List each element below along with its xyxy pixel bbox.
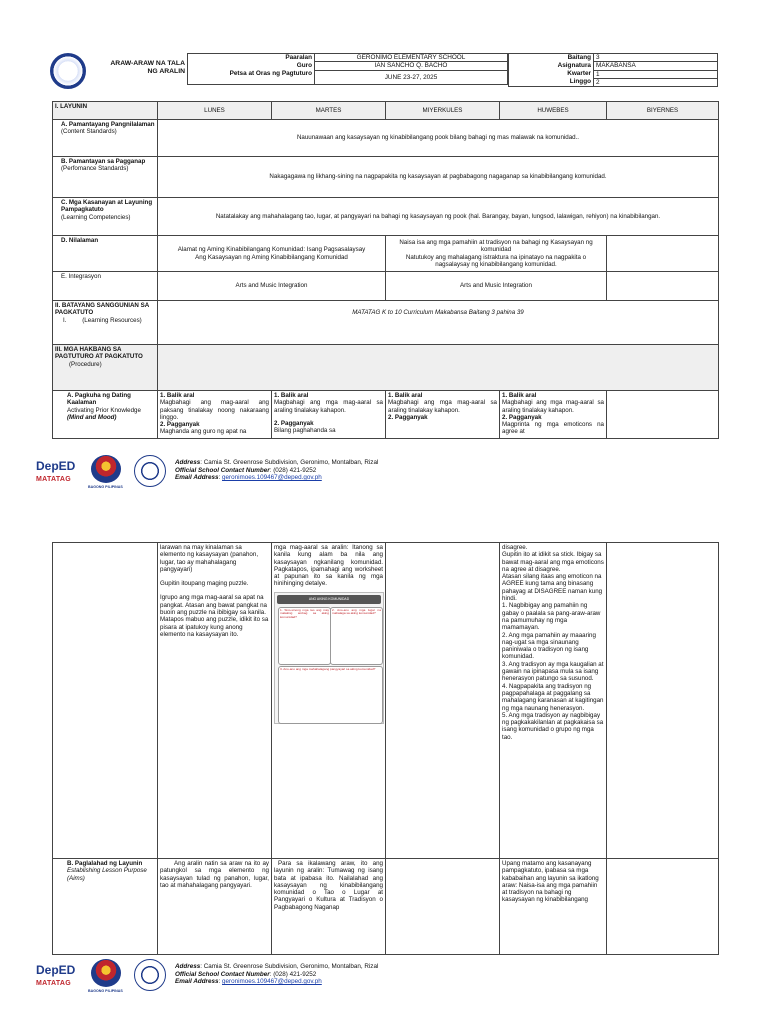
header-info-table xyxy=(187,53,508,85)
linggo-value: 2 xyxy=(594,78,718,86)
prior-knowledge-huwebes-cont: disagree. Gupitin ito at idikit sa stick. Ibigay sa bawat mag-aaral ang mga emoticons na agree at disagree. Atasan silang itaas ang emoticon na AGREE kung tama ang binasang pahayag at DISAGREE naman kung hindi. 1. Nagbibigay ang pamahiin ng gabay o paalala sa pang-araw-araw na pamumuhay ng mga mamamayan. 2. Ang mga pamahiin ay maaaring nag-ugat sa mga sinaunang paniniwala o tradisyon ng isang komunidad. 3. Ang tradisyon ay mga kaugalian at gawain na ipinapasa mula sa isang henerasyon patungo sa susunod. 4. Nagpapakita ang tradisyon ng pagpapahalaga at paggalang sa mahalagang karanasan at kagitingan ng mga naunang henerasyon. 5. Ang mga tradisyon ay nagbibigay ng pagkakakilanlan at pagkakaisa sa isang komunidad o grupo ng mga tao. xyxy=(500,543,607,859)
worksheet-image xyxy=(274,592,384,724)
paaralan-label: Paaralan xyxy=(188,54,315,62)
prior-knowledge-miyerkules: 1. Balik aral Magbahagi ang mga mag-aaral sa araling tinalakay kahapon. 2. Pagganyak xyxy=(386,391,500,439)
worksheet-box-3: 3. Ano-ano ang mga mahahalagang pangyayari sa aking komunidad? xyxy=(278,666,383,724)
baitang-label: Baitang xyxy=(509,54,594,62)
lesson-purpose-martes: Para sa ikalawang araw, ito ang layunin ng aralin: Tumawag ng isang bata at ipabasa ito. Nailalahad ang kasaysayan ng kinabibilangang komunidad o Tao o Lugar at Pangyayari o Kultura at Tradisyon o Pagbabagong Naganap xyxy=(272,859,386,955)
integrasyon-lunes-martes: Arts and Music Integration xyxy=(158,272,386,301)
kwarter-label: Kwarter xyxy=(509,70,594,78)
day-huwebes: HUWEBES xyxy=(500,102,607,120)
nilalaman-label: D. Nilalaman xyxy=(53,236,158,272)
lesson-plan-table xyxy=(52,101,719,439)
lesson-purpose-huwebes: Upang matamo ang kasanayang pampagkatuto, ipabasa sa mga kababaihan ang layunin sa ikatlong araw: Naisa-isa ang mga pamahiin at tradisyon na bahagi ng kasaysayan ng kinabibilangang xyxy=(500,859,607,955)
nilalaman-biyernes xyxy=(607,236,719,272)
worksheet-title-bar: ANG AKING KOMUNIDAD xyxy=(277,595,381,604)
performance-standards-text: Nakagagawa ng likhang-sining na nagpapakita ng kasaysayan at pagbabagong nagaganap sa kinabibilangang komunidad. xyxy=(158,157,719,198)
prior-knowledge-lunes-cont: larawan na may kinalaman sa elemento ng kasaysayan (panahon, lugar, tao ay mahahalagang pangyayari) Gupitin itoupang maging puzzle. Igrupo ang mga mag-aaral sa apat na pangkat. Atasan ang bawat pangkat na buoin ang puzzle na ibibigay sa kanila. Matapos mabuo ang puzzle, idikit ito sa pisara at ipatukoy kung anong elemento na kasaysayan ito. xyxy=(158,543,272,859)
email-link[interactable]: geronimoes.109467@deped.gov.ph xyxy=(222,474,322,482)
prior-knowledge-biyernes xyxy=(607,391,719,439)
nilalaman-miyerkules-huwebes: Naisa isa ang mga pamahiin at tradisyon na bahagi ng Kasaysayan ng komunidad Natutukoy ang mahalagang istraktura na ipinatayo na nagpakita o nagsalaysay ng kinabibilangang komunidad. xyxy=(386,236,607,272)
document-title: ARAW-ARAW NA TALA NG ARALIN xyxy=(110,60,185,75)
deped-logo: DepED xyxy=(36,459,76,473)
integrasyon-biyernes xyxy=(607,272,719,301)
procedure-label: III. MGA HAKBANG SA PAGTUTURO AT PAGKATUTO (Procedure) xyxy=(53,345,158,391)
baitang-value: 3 xyxy=(594,54,718,62)
bagong-pilipinas-logo-2 xyxy=(91,959,121,987)
page-two xyxy=(0,512,768,1024)
grade-info-table xyxy=(508,53,718,87)
school-seal-logo xyxy=(134,455,166,487)
kwarter-value: 1 xyxy=(594,70,718,78)
prior-knowledge-martes-cont: mga mag-aaral sa aralin: Itanong sa kanila kung alam ba nila ang kasaysayan ngkanilang komunidad. Pagkatapos, ipamahagi ang worksheet at papunan ito sa kanila ng mga hinihinging detalye. ANG AKING KOMUNIDAD 1. Sino-sinong mga tao ang may malaking ambag sa aking komunidad? 2. Ano-ano ang mga lugar na mahalaga sa aking komunidad? 3. Ano-ano ang mga mahahalagang pangyayari sa aking komunidad? xyxy=(272,543,386,859)
procedure-row xyxy=(158,345,719,391)
layunin-heading: I. LAYUNIN xyxy=(53,102,158,120)
petsa-value: JUNE 23-27, 2025 xyxy=(315,70,508,84)
prior-knowledge-biyernes-cont xyxy=(607,543,719,859)
learning-resources-text: MATATAG K to 10 Curriculum Makabansa Baitang 3 pahina 39 xyxy=(158,301,719,345)
prior-knowledge-miyerkules-cont xyxy=(386,543,500,859)
content-standards-text: Nauunawaan ang kasaysayan ng kinabibilangang pook bilang bahagi ng mas malawak na komunidad.. xyxy=(158,120,719,157)
bagong-pilipinas-logo xyxy=(91,455,121,483)
bagong-pilipinas-caption-2: BAGONG PILIPINAS xyxy=(88,989,123,993)
prior-knowledge-label-cont xyxy=(53,543,158,859)
prior-knowledge-martes: 1. Balik aral Magbahagi ang mga mag-aaral sa araling tinalakay kahapon. 2. Pagganyak Bilang paghahanda sa xyxy=(272,391,386,439)
lesson-purpose-miyerkules xyxy=(386,859,500,955)
day-miyerkules: MIYERKULES xyxy=(386,102,500,120)
email-link-2[interactable]: geronimoes.109467@deped.gov.ph xyxy=(222,978,322,986)
worksheet-box-2: 2. Ano-ano ang mga lugar na mahalaga sa aking komunidad? xyxy=(330,607,383,665)
linggo-label: Linggo xyxy=(509,78,594,86)
school-contact-info: Address: Camia St. Greenrose Subdivision, Geronimo, Montalban, Rizal Official School Contact Number: (028) 421-9252 Email Address: geronimoes.109467@deped.gov.ph xyxy=(175,459,379,482)
day-martes: MARTES xyxy=(272,102,386,120)
day-biyernes: BIYERNES xyxy=(607,102,719,120)
asignatura-value: MAKABANSA xyxy=(594,62,718,70)
lesson-purpose-lunes: Ang aralin natin sa araw na ito ay patungkol sa mga elemento ng kasaysayan tulad ng panahon, lugar, tao at mahahalagang pangyayari. xyxy=(158,859,272,955)
learning-competencies-text: Natatalakay ang mahahalagang tao, lugar, at pangyayari na bahagi ng kasaysayan ng pook (hal. Barangay, bayan, lungsod, lalawigan, rehiyon) na kinabibilangan. xyxy=(158,198,719,236)
performance-standards-label: B. Pamantayan sa Pagganap (Perfomance Standards) xyxy=(53,157,158,198)
prior-knowledge-huwebes: 1. Balik aral Magbahagi ang mga mag-aaral sa araling tinalakay kahapon. 2. Pagganyak Magprinta ng mga emoticons na agree at xyxy=(500,391,607,439)
learning-resources-label: II. BATAYANG SANGGUNIAN SA PAGKATUTO I. (Learning Resources) xyxy=(53,301,158,345)
content-standards-label: A. Pamantayang Pangnilalaman (Content Standards) xyxy=(53,120,158,157)
bagong-pilipinas-caption: BAGONG PILIPINAS xyxy=(88,485,123,489)
paaralan-value: GERONIMO ELEMENTARY SCHOOL xyxy=(315,54,508,62)
asignatura-label: Asignatura xyxy=(509,62,594,70)
matatag-logo-2: MATATAG xyxy=(36,980,72,987)
deped-logo-2: DepED xyxy=(36,963,76,977)
prior-knowledge-lunes: 1. Balik aral Magbahagi ang mag-aaral ang paksang tinalakay noong nakaraang linggo. 2. Pagganyak Maghanda ang guro ng apat na xyxy=(158,391,272,439)
matatag-logo: MATATAG xyxy=(36,476,72,483)
lesson-purpose-biyernes xyxy=(607,859,719,955)
lesson-purpose-label: B. Paglalahad ng Layunin Establishing Lesson Purpose (Aims) xyxy=(53,859,158,955)
nilalaman-lunes-martes: Alamat ng Aming Kinabibilangang Komunidad: Isang Pagsasalaysay Ang Kasaysayan ng Aming Kinabibilangang Komunidad xyxy=(158,236,386,272)
school-contact-info-2: Address: Camia St. Greenrose Subdivision, Geronimo, Montalban, Rizal Official School Contact Number: (028) 421-9252 Email Address: geronimoes.109467@deped.gov.ph xyxy=(175,963,379,986)
prior-knowledge-label: A. Pagkuha ng Dating Kaalaman Activating Prior Knowledge (Mind and Mood) xyxy=(53,391,158,439)
guro-label: Guro xyxy=(188,62,315,70)
learning-competencies-label: C. Mga Kasanayan at Layuning Pampagkatuto (Learning Competencies) xyxy=(53,198,158,236)
school-seal-logo-2 xyxy=(134,959,166,991)
day-lunes: LUNES xyxy=(158,102,272,120)
lesson-plan-table-continued xyxy=(52,542,719,955)
worksheet-box-1: 1. Sino-sinong mga tao ang may malaking ambag sa aking komunidad? xyxy=(278,607,331,665)
guro-value: IAN SANCHO Q. BACHO xyxy=(315,62,508,70)
integrasyon-miyerkules-huwebes: Arts and Music Integration xyxy=(386,272,607,301)
deped-seal-logo xyxy=(50,53,86,89)
petsa-label: Petsa at Oras ng Pagtuturo xyxy=(188,70,315,84)
integrasyon-label: E. Integrasyon xyxy=(53,272,158,301)
